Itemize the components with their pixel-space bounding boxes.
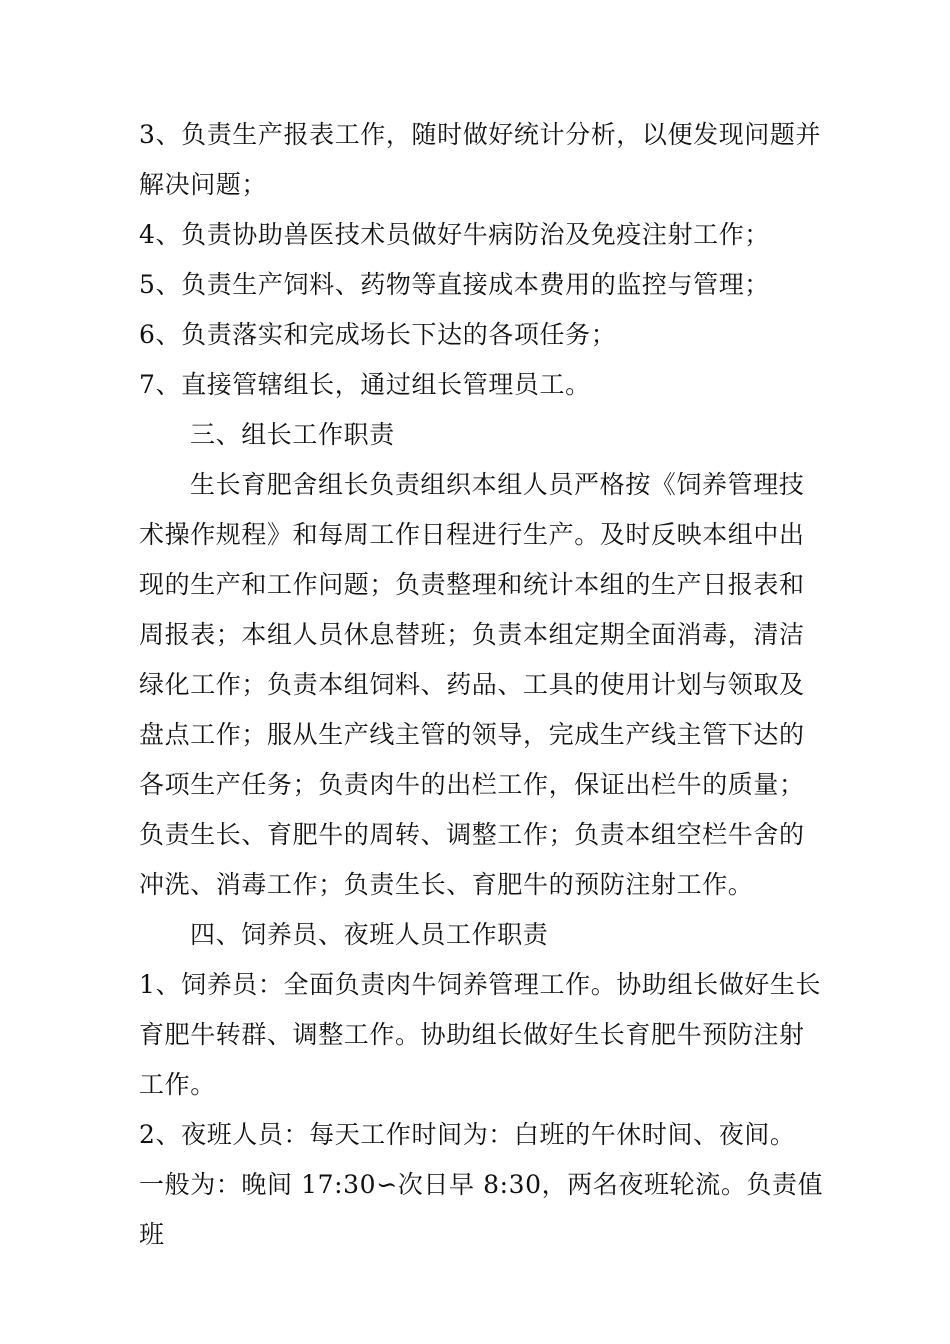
section-heading-team-leader: 三、组长工作职责 [190,420,395,449]
duty-item-6: 6、负责落实和完成场长下达的各项任务； [139,320,617,349]
team-leader-duties-paragraph: 生长育肥舍组长负责组织本组人员严格按《饲养管理技术操作规程》和每周工作日程进行生产。及时反映本组中出现的生产和工作问题；负责整理和统计本组的生产日报表和周报表；本组人员休息替班；负责本组定期全面消毒，清洁绿化工作；负责本组饲料、药品、工具的使用计划与领取及盘点工作；服从生产线主管的领导，完成生产线主管下达的各项生产任务；负责肉牛的出栏工作，保证出栏牛的质量；负责生长、育肥牛的周转、调整工作；负责本组空栏牛舍的冲洗、消毒工作；负责生长、育肥牛的预防注射工作。 [139,470,805,899]
document-body [139,110,829,1260]
night-shift-schedule: 一般为：晚间 17:30∽次日早 8:30，两名夜班轮流。负责值班 [139,1170,824,1249]
duty-item-5: 5、负责生产饲料、药物等直接成本费用的监控与管理； [139,270,770,299]
duty-item-3: 3、负责生产报表工作，随时做好统计分析，以便发现问题并解决问题； [139,120,822,199]
section-heading-feeder-night-shift: 四、饲养员、夜班人员工作职责 [190,920,549,949]
feeder-duty-item: 1、饲养员：全面负责肉牛饲养管理工作。协助组长做好生长育肥牛转群、调整工作。协助组长做好生长育肥牛预防注射工作。 [139,970,822,1099]
night-shift-duty-item: 2、夜班人员：每天工作时间为：白班的午休时间、夜间。 [139,1120,796,1149]
duty-item-4: 4、负责协助兽医技术员做好牛病防治及免疫注射工作； [139,220,770,249]
duty-item-7: 7、直接管辖组长，通过组长管理员工。 [139,370,591,399]
